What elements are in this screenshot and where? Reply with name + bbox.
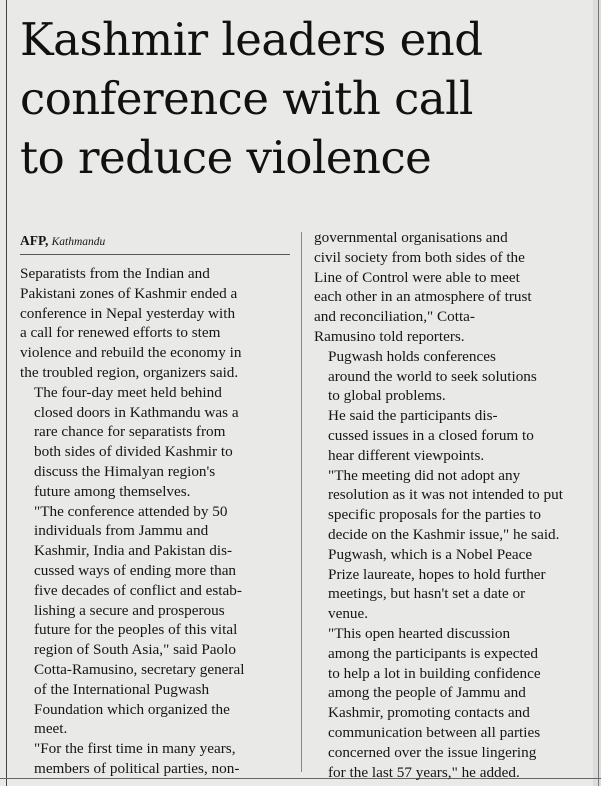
text-line: Prize laureate, hopes to hold further — [328, 565, 546, 583]
article-column-left — [20, 228, 290, 779]
text-line: the troubled region, organizers said. — [20, 363, 239, 381]
text-line: a call for renewed efforts to stem — [20, 324, 221, 342]
article-column-right — [314, 228, 586, 782]
text-line: closed doors in Kathmandu was a — [34, 403, 239, 421]
column-divider — [301, 232, 302, 772]
text-line: communication between all parties — [328, 723, 541, 741]
byline-rule — [20, 254, 290, 255]
left-column-body — [20, 264, 290, 779]
column-border-left — [6, 0, 7, 786]
text-line: concerned over the issue lingering — [328, 743, 537, 761]
text-line: members of political parties, non- — [34, 759, 240, 777]
article-paragraph — [314, 545, 586, 624]
article-paragraph — [20, 264, 290, 383]
text-line: He said the participants dis- — [328, 407, 498, 425]
text-line: among the people of Jammu and — [328, 684, 526, 702]
headline-line: conference with call — [20, 72, 473, 125]
byline-place: Kathmandu — [51, 236, 106, 248]
text-line: Pakistani zones of Kashmir ended a — [20, 284, 238, 302]
text-line: specific proposals for the parties to — [328, 506, 541, 524]
text-line: to global problems. — [328, 387, 446, 405]
article-paragraph — [314, 406, 586, 465]
headline-line: Kashmir leaders end — [20, 13, 483, 66]
text-line: meet. — [34, 720, 68, 738]
byline — [20, 232, 290, 254]
text-line: Line of Control were able to meet — [314, 268, 520, 286]
text-line: among the participants is expected — [328, 644, 539, 662]
text-line: future among themselves. — [34, 482, 191, 500]
text-line: rare chance for separatists from — [34, 423, 226, 441]
text-line: Separatists from the Indian and — [20, 265, 210, 282]
text-line: resolution as it was not intended to put — [328, 486, 563, 504]
text-line: meetings, but hasn't set a date or — [328, 585, 526, 603]
text-line: hear different viewpoints. — [328, 446, 485, 464]
text-line: lishing a secure and prosperous — [34, 601, 225, 619]
text-line: "For the first time in many years, — [34, 740, 236, 758]
article-paragraph — [20, 739, 290, 779]
text-line: of the International Pugwash — [34, 680, 210, 698]
text-line: region of South Asia," said Paolo — [34, 641, 236, 659]
right-column-body — [314, 228, 586, 782]
text-line: violence and rebuild the economy in — [20, 344, 242, 362]
article-paragraph — [20, 383, 290, 502]
text-line: conference in Nepal yesterday with — [20, 304, 236, 322]
text-line: Ramusino told reporters. — [314, 327, 465, 345]
text-line: cussed ways of ending more than — [34, 561, 237, 579]
article-paragraph — [314, 624, 586, 782]
text-line: governmental organisations and — [314, 229, 508, 246]
text-line: Pugwash, which is a Nobel Peace — [328, 545, 533, 563]
text-line: Pugwash holds conferences — [328, 347, 496, 365]
article-paragraph — [314, 347, 586, 406]
text-line: "The meeting did not adopt any — [328, 466, 521, 484]
text-line: around the world to seek solutions — [328, 367, 537, 385]
text-line: Kashmir, promoting contacts and — [328, 704, 530, 722]
text-line: Cotta-Ramusino, secretary general — [34, 660, 245, 678]
text-line: decide on the Kashmir issue," he said. — [328, 525, 560, 543]
text-line: for the last 57 years," he added. — [328, 763, 520, 781]
text-line: venue. — [328, 605, 369, 623]
text-line: civil society from both sides of the — [314, 248, 525, 266]
article-paragraph — [20, 502, 290, 740]
adjacent-page-edge — [593, 0, 601, 786]
article-paragraph — [314, 466, 586, 545]
text-line: Foundation which organized the — [34, 700, 230, 718]
headline — [20, 10, 590, 187]
text-line: each other in an atmosphere of trust — [314, 288, 532, 306]
text-line: discuss the Himalyan region's — [34, 462, 216, 480]
text-line: Kashmir, India and Pakistan dis- — [34, 542, 233, 560]
article-paragraph — [314, 228, 586, 347]
text-line: future for the peoples of this vital — [34, 621, 238, 639]
text-line: "This open hearted discussion — [328, 624, 511, 642]
byline-agency: AFP, — [20, 233, 49, 248]
text-line: cussed issues in a closed forum to — [328, 426, 534, 444]
column-border-right — [598, 0, 599, 786]
text-line: The four-day meet held behind — [34, 383, 222, 401]
text-line: both sides of divided Kashmir to — [34, 443, 233, 461]
text-line: five decades of conflict and estab- — [34, 581, 242, 599]
text-line: "The conference attended by 50 — [34, 502, 228, 520]
text-line: individuals from Jammu and — [34, 522, 209, 540]
text-line: and reconciliation," Cotta- — [314, 308, 475, 326]
text-line: to help a lot in building confidence — [328, 664, 541, 682]
headline-line: to reduce violence — [20, 131, 432, 184]
